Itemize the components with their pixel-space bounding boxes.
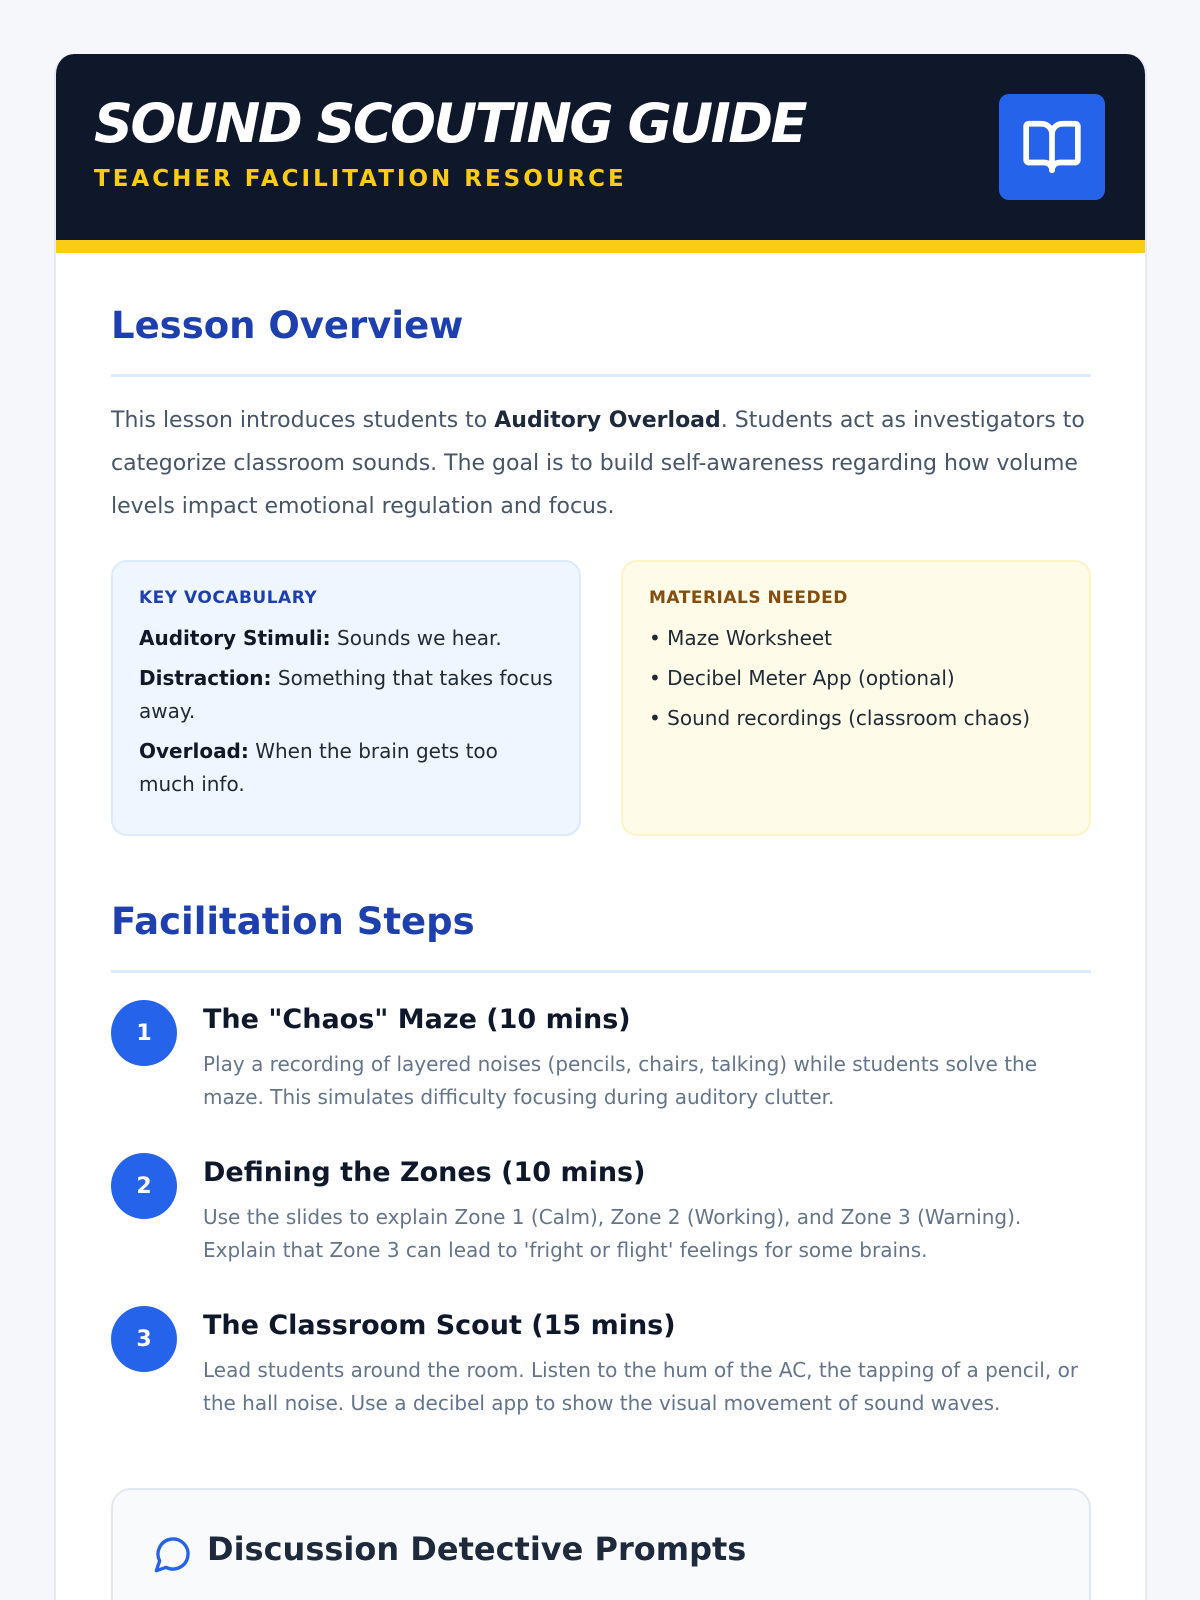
material-item: • Decibel Meter App (optional) bbox=[649, 666, 955, 690]
vocab-definition: Something that takes focus away. bbox=[139, 666, 553, 723]
discussion-prompts-heading: Discussion Detective Prompts bbox=[207, 1530, 747, 1568]
vocab-term: Auditory Stimuli: bbox=[139, 626, 331, 650]
step-title: The "Chaos" Maze (10 mins) bbox=[203, 1004, 631, 1035]
discussion-prompts-box bbox=[111, 1488, 1091, 1600]
step-item bbox=[111, 1000, 1101, 1120]
section-divider bbox=[111, 970, 1091, 973]
step-description: Lead students around the room. Listen to the hum of the AC, the tapping of a pencil, or the hall noise. Use a decibel app to show the visual movement of sound waves. bbox=[203, 1358, 1079, 1415]
vocab-item bbox=[139, 735, 553, 801]
book-open-icon bbox=[1021, 116, 1083, 178]
step-item bbox=[111, 1153, 1101, 1273]
step-number-badge: 2 bbox=[111, 1153, 177, 1219]
material-item: • Maze Worksheet bbox=[649, 626, 833, 650]
step-item bbox=[111, 1306, 1101, 1426]
guide-title: SOUND SCOUTING GUIDE bbox=[94, 92, 805, 155]
section-divider bbox=[111, 374, 1091, 377]
step-title: The Classroom Scout (15 mins) bbox=[203, 1310, 676, 1341]
vocab-term: Overload: bbox=[139, 739, 249, 763]
materials-needed-box bbox=[621, 560, 1091, 836]
key-vocabulary-box bbox=[111, 560, 581, 836]
step-title: Defining the Zones (10 mins) bbox=[203, 1157, 646, 1188]
lesson-overview-heading: Lesson Overview bbox=[111, 304, 464, 347]
overview-text-start: This lesson introduces students to bbox=[111, 408, 495, 433]
step-number-badge: 3 bbox=[111, 1306, 177, 1372]
overview-text-end: . Students act as investigators to categorize classroom sounds. The goal is to build self-awareness regarding how volume levels impact emotional regulation and focus. bbox=[111, 408, 1085, 519]
step-description: Play a recording of layered noises (pencils, chairs, talking) while students solve the maze. This simulates difficulty focusing during auditory clutter. bbox=[203, 1052, 1038, 1109]
guide-card bbox=[54, 54, 1147, 1600]
key-vocabulary-heading: KEY VOCABULARY bbox=[139, 588, 318, 608]
guide-subtitle: TEACHER FACILITATION RESOURCE bbox=[94, 166, 627, 192]
material-item: • Sound recordings (classroom chaos) bbox=[649, 706, 1031, 730]
facilitation-steps-heading: Facilitation Steps bbox=[111, 900, 475, 943]
step-description: Use the slides to explain Zone 1 (Calm), Zone 2 (Working), and Zone 3 (Warning). Explain that Zone 3 can lead to 'fright or flight' feelings for some brains. bbox=[203, 1205, 1022, 1262]
vocab-item bbox=[139, 622, 553, 655]
lesson-overview-text bbox=[111, 399, 1096, 528]
chat-bubble-icon bbox=[153, 1534, 193, 1574]
header bbox=[54, 54, 1147, 253]
header-accent-bar bbox=[54, 240, 1147, 253]
materials-needed-heading: MATERIALS NEEDED bbox=[649, 588, 848, 608]
overview-text-bold: Auditory Overload bbox=[494, 408, 721, 433]
vocab-item bbox=[139, 662, 553, 728]
book-button[interactable] bbox=[999, 94, 1105, 200]
vocab-term: Distraction: bbox=[139, 666, 272, 690]
vocab-definition: When the brain gets too much info. bbox=[139, 739, 498, 796]
step-number-badge: 1 bbox=[111, 1000, 177, 1066]
vocab-definition: Sounds we hear. bbox=[330, 626, 502, 650]
